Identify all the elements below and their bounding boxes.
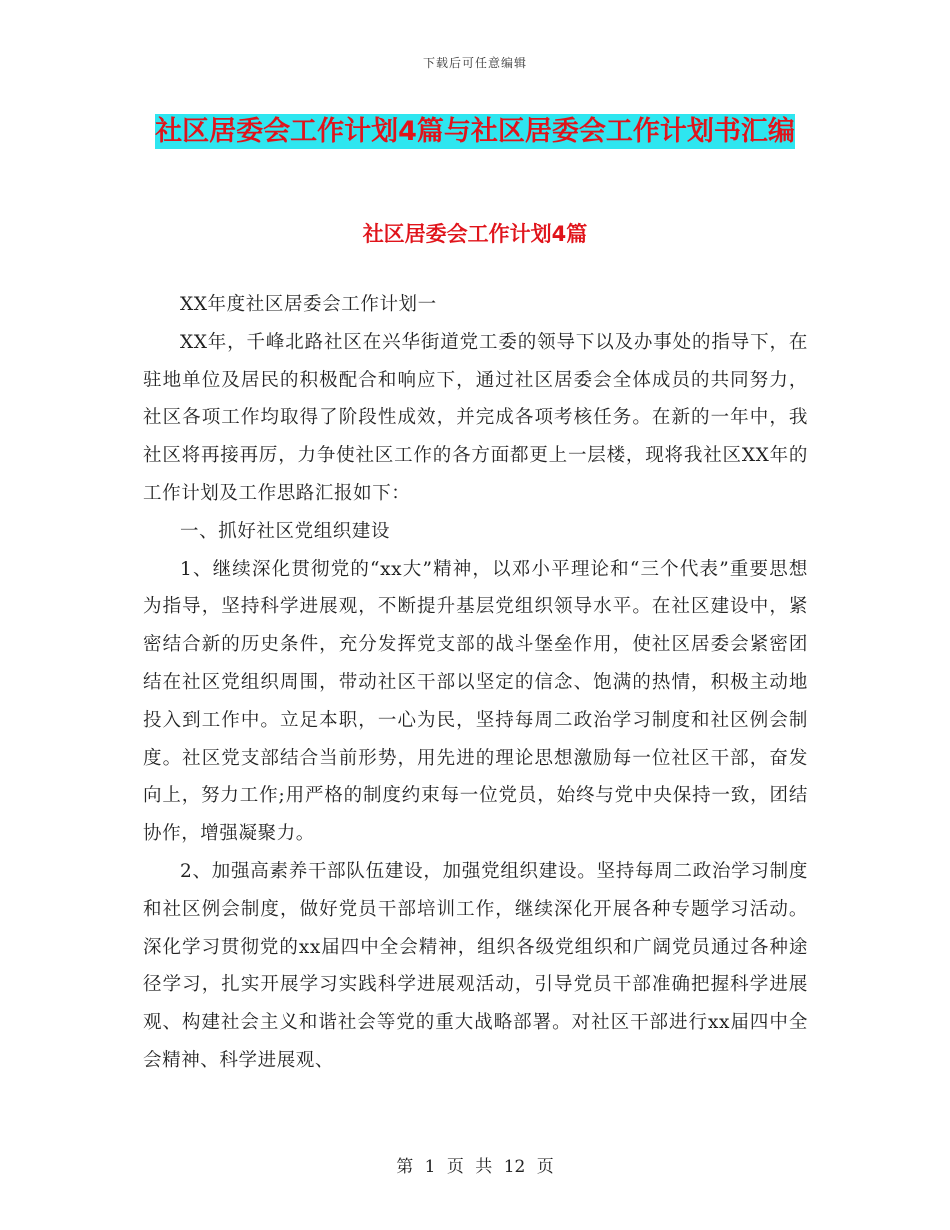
- paragraph-intro: XX年，千峰北路社区在兴华街道党工委的领导下以及办事处的指导下，在驻地单位及居民的积极配合和响应下，通过社区居委会全体成员的共同努力，社区各项工作均取得了阶段性成效，并完成各项考核任务。在新的一年中，我社区将再接再厉，力争使社区工作的各方面都更上一层楼，现将我社区XX年的工作计划及工作思路汇报如下：: [143, 331, 808, 504]
- page-footer: 第 1 页 共 12 页: [396, 1157, 554, 1177]
- paragraph-item-2: 2、加强高素养干部队伍建设，加强党组织建设。坚持每周二政治学习制度和社区例会制度，做好党员干部培训工作，继续深化开展各种专题学习活动。深化学习贯彻党的xx届四中全会精神，组织各级党组织和广阔党员通过各种途径学习，扎实开展学习实践科学进展观活动，引导党员干部准确把握科学进展观、构建社会主义和谐社会等党的重大战略部署。对社区干部进行xx届四中全会精神、科学进展观、: [143, 860, 808, 1071]
- paragraph-item-1: 1、继续深化贯彻党的“xx大”精神，以邓小平理论和“三个代表”重要思想为指导，坚持科学进展观，不断提升基层党组织领导水平。在社区建设中，紧密结合新的历史条件，充分发挥党支部的战斗堡垒作用，使社区居委会紧密团结在社区党组织周围，带动社区干部以坚定的信念、饱满的热情，积极主动地投入到工作中。立足本职，一心为民，坚持每周二政治学习制度和社区例会制度。社区党支部结合当前形势，用先进的理论思想激励每一位社区干部，奋发向上，努力工作;用严格的制度约束每一位党员，始终与党中央保持一致，团结协作，增强凝聚力。: [143, 558, 808, 845]
- document-body: [143, 286, 808, 1080]
- document-title-text: 社区居委会工作计划4篇与社区居委会工作计划书汇编: [155, 116, 795, 147]
- paragraph-heading-plan-one: XX年度社区居委会工作计划一: [180, 294, 437, 315]
- section-title: 社区居委会工作计划4篇: [362, 222, 588, 246]
- header-note: 下载后可任意编辑: [422, 56, 527, 70]
- document-title: [140, 108, 810, 155]
- paragraph-section-heading: 一、抓好社区党组织建设: [180, 520, 391, 542]
